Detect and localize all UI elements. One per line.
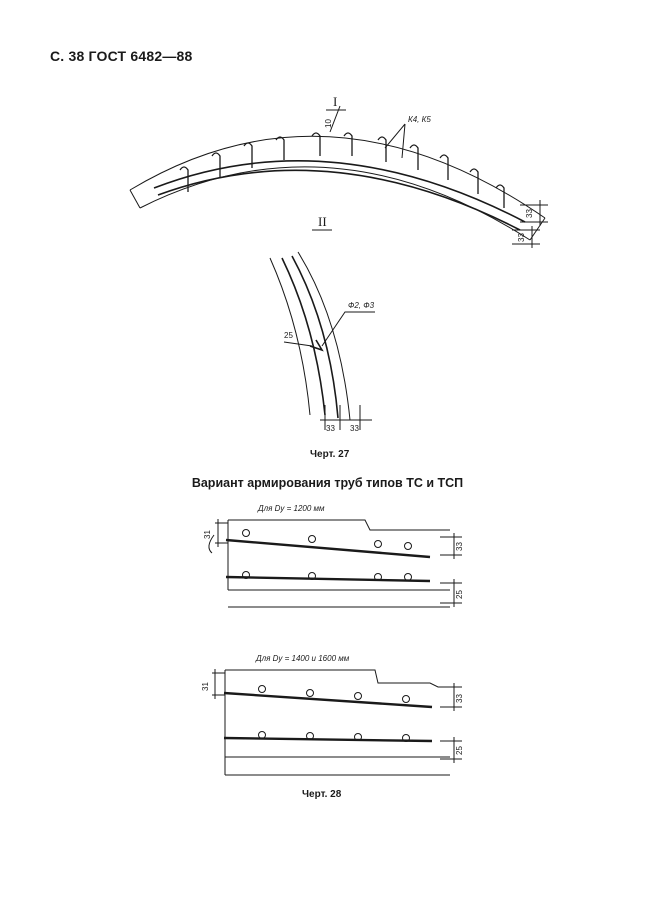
- leader-k4k5: [385, 124, 405, 158]
- dim-31-bottom-label: 31: [201, 682, 210, 691]
- top-variant-rebar-2: [226, 577, 430, 581]
- dim-33-top-label: 33: [455, 542, 464, 551]
- bottom-variant-rebar-2: [224, 738, 432, 741]
- detail-II-rebar-2: [292, 256, 338, 418]
- figure-27-caption: Черт. 27: [310, 449, 350, 460]
- dim-33-c: 33: [326, 424, 335, 433]
- label-k4k5: К4, К5: [408, 115, 431, 124]
- dim-25-bottom-label: 25: [455, 746, 464, 755]
- top-variant-label: Для Dу = 1200 мм: [258, 504, 325, 513]
- cut-line-left: [130, 190, 140, 208]
- stirrups: [180, 133, 504, 208]
- top-variant-joints: [243, 530, 412, 581]
- dim-31-top-label: 31: [203, 530, 212, 539]
- dim-31-top: [215, 519, 228, 547]
- figure-28-drawing: [0, 495, 655, 815]
- bottom-variant-joints: [259, 686, 410, 742]
- reinforcement-cage-inner: [158, 170, 520, 230]
- top-variant-outer-edge: [228, 520, 450, 530]
- page-header: С. 38 ГОСТ 6482—88: [50, 48, 193, 64]
- dim-25-detail: 25: [284, 331, 293, 340]
- section-title: Вариант армирования труб типов ТС и ТСП: [191, 476, 464, 490]
- dim-33-d: 33: [350, 424, 359, 433]
- bottom-variant-outer-edge: [225, 670, 450, 687]
- bottom-variant-label: Для Dу = 1400 и 1600 мм: [256, 654, 350, 663]
- dim-25-top-label: 25: [455, 590, 464, 599]
- figure-28-caption: Черт. 28: [302, 789, 342, 800]
- dim-10: 10: [324, 119, 333, 128]
- label-f2f3: Ф2, Ф3: [348, 301, 375, 310]
- section-label-II: II: [318, 214, 327, 229]
- reinforcement-cage-outer: [154, 161, 525, 222]
- top-variant-rebar-1: [226, 540, 430, 557]
- dim-31-bottom: [212, 669, 225, 699]
- section-label-I: I: [333, 94, 338, 109]
- leader-f2f3: [322, 312, 375, 346]
- pipe-wall-outer: [130, 136, 545, 218]
- bottom-variant-rebar-1: [224, 693, 432, 707]
- dim-33-bottom-label: 33: [455, 694, 464, 703]
- dim-33-b: 33: [517, 233, 526, 242]
- dim-33-a: 33: [525, 209, 534, 218]
- pipe-wall-inner: [140, 167, 530, 240]
